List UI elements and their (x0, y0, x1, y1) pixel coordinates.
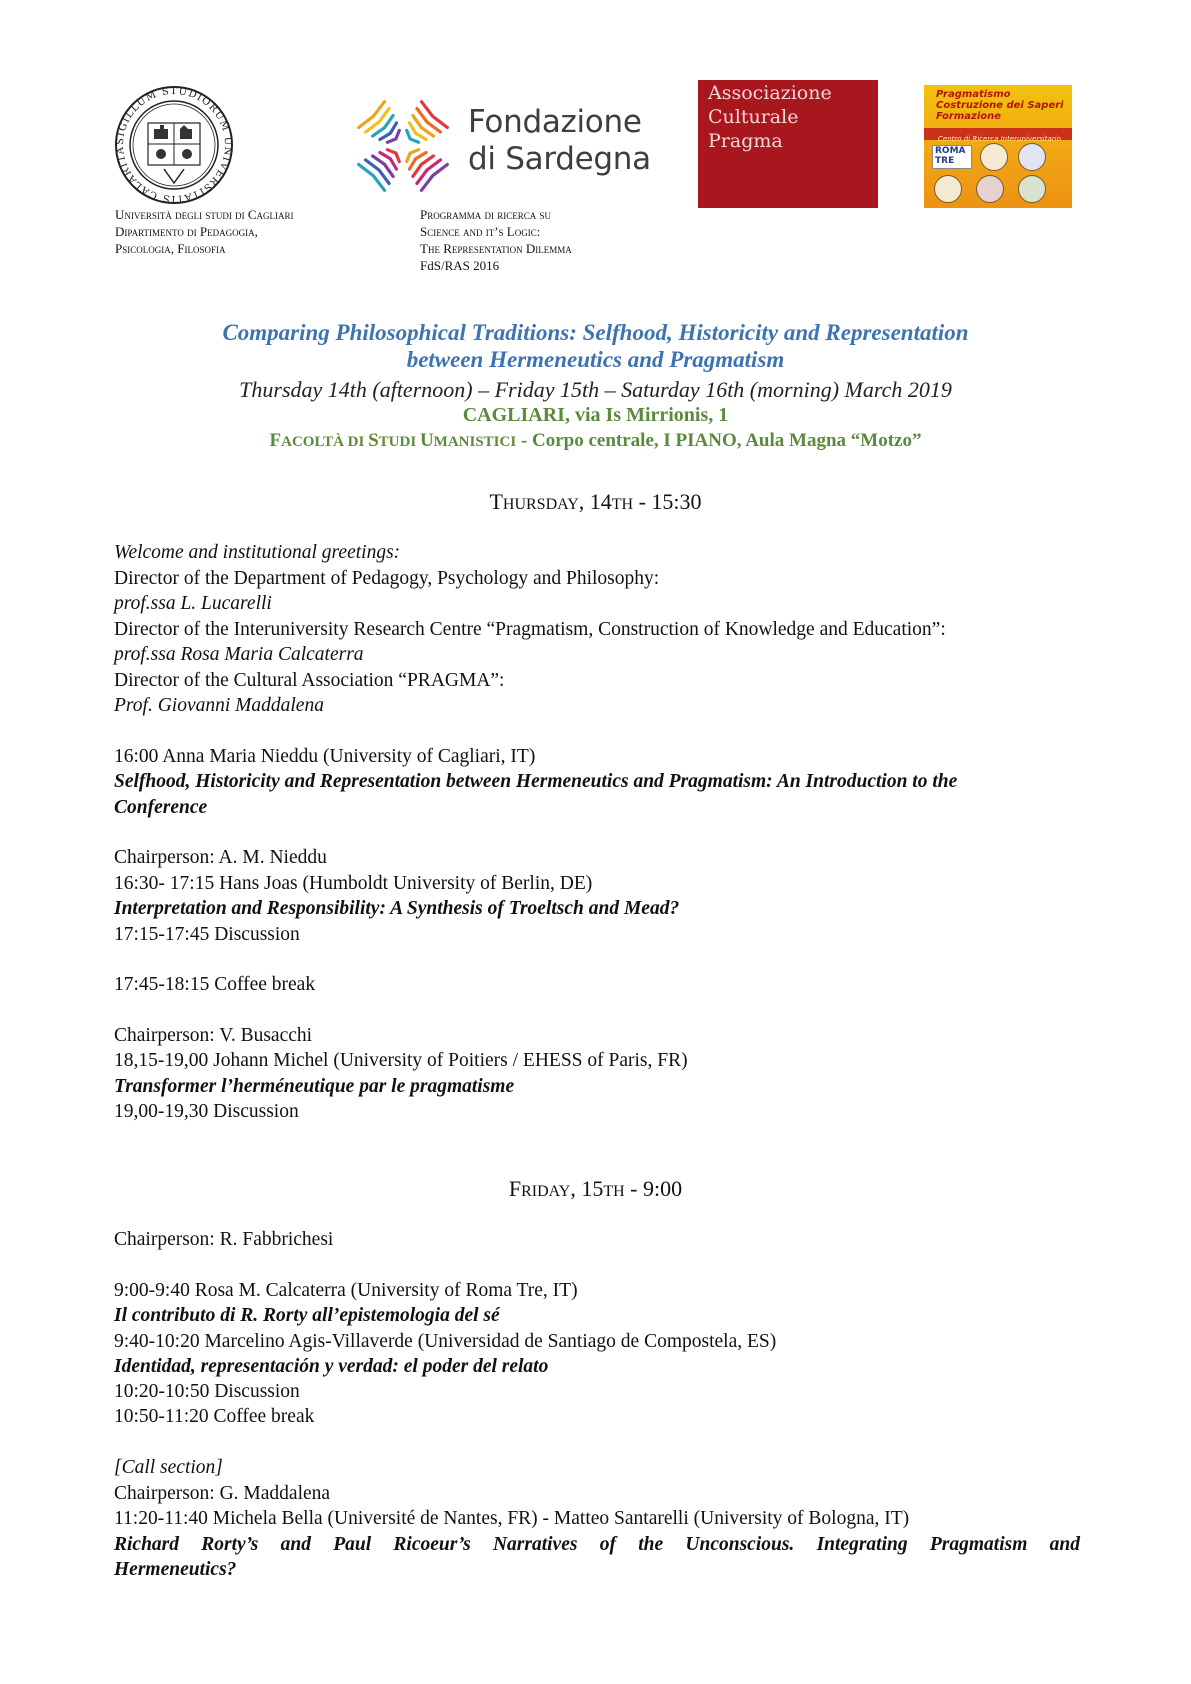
session-time: 18,15-19,00 Johann Michel (University of Poitiers / EHESS of Paris, FR) (114, 1050, 688, 1071)
day-num: , 15 (570, 1176, 604, 1201)
chevron-stroke (359, 165, 385, 191)
fondazione-line-2: di Sardegna (468, 141, 651, 177)
seal-ring-text: SIGILLUM STUDIORUM UNIVERSITATIS CALARITA (114, 85, 234, 205)
talk-title: Il contributo di R. Rorty all’epistemologia del sé (114, 1305, 500, 1326)
chevron-stroke (410, 153, 427, 170)
caption-line: Dipartimento di Pedagogia, (115, 224, 258, 239)
discussion: 10:20-10:50 Discussion (114, 1381, 300, 1402)
discussion: 17:15-17:45 Discussion (114, 924, 300, 945)
caption-line: Programma di ricerca su (420, 207, 551, 222)
talk-title: Selfhood, Historicity and Representation between Hermeneutics and Pragmatism: An Introduction to the (114, 771, 958, 792)
chevron-stroke (380, 123, 397, 140)
chairperson: Chairperson: G. Maddalena (114, 1483, 331, 1504)
day-cap: F (508, 1176, 522, 1201)
session-time: 9:40-10:20 Marcelino Agis-Villaverde (Universidad de Santiago de Compostela, ES) (114, 1331, 777, 1352)
talk-title: Richard Rorty’s and Paul Ricoeur’s Narratives of the Unconscious. Integrating Pragmatism and (114, 1534, 1080, 1555)
coffee-break: 10:50-11:20 Coffee break (114, 1406, 315, 1427)
university-seal-logo (114, 85, 234, 205)
chevron-stroke (380, 153, 397, 170)
call-section: [Call section] (114, 1457, 223, 1478)
university-mini-logo (1018, 143, 1046, 171)
university-mini-logo (980, 143, 1008, 171)
chairperson: Chairperson: R. Fabbrichesi (114, 1229, 334, 1250)
venue-cap: F (269, 430, 282, 451)
conference-dates: Thursday 14th (afternoon) – Friday 15th – Saturday 16th (morning) March 2019 (239, 377, 952, 402)
venue-rest: - Corpo centrale, I PIANO, Aula Magna “Motzo” (516, 430, 922, 451)
session-time: 9:00-9:40 Rosa M. Calcaterra (University of Roma Tre, IT) (114, 1280, 578, 1301)
associazione-pragma-logo (698, 80, 878, 208)
conference-place: CAGLIARI, via Is Mirrionis, 1 (462, 404, 729, 426)
chairperson: Chairperson: V. Busacchi (114, 1025, 313, 1046)
director-1-name: prof.ssa L. Lucarelli (114, 593, 272, 614)
friday-heading (0, 1176, 1191, 1204)
chevron-stroke (422, 165, 448, 191)
pragma-line-3: Pragma (708, 130, 783, 152)
welcome-line: Welcome and institutional greetings: (114, 542, 401, 563)
caption-line: The Representation Dilemma (420, 241, 572, 256)
chevron-stroke (359, 102, 385, 128)
conference-title-line-1: Comparing Philosophical Traditions: Selfhood, Historicity and Representation (222, 320, 969, 345)
fondazione-sardegna-logo-mark (345, 88, 461, 204)
venue-cap: S (368, 430, 379, 451)
roma-tre-logo: ROMA TRE (932, 145, 972, 169)
pragmatismo-band (924, 128, 1072, 143)
coffee-break: 17:45-18:15 Coffee break (114, 974, 316, 995)
director-3-name: Prof. Giovanni Maddalena (114, 695, 324, 716)
chevron-stroke (410, 123, 427, 140)
fondazione-sardegna-wordmark (468, 104, 651, 178)
director-1: Director of the Department of Pedagogy, Psychology and Philosophy: (114, 568, 660, 589)
venue-small: MANISTICI (433, 434, 517, 450)
conference-venue (0, 430, 1191, 453)
fondazione-line-1: Fondazione (468, 104, 642, 140)
conference-title-line-2: between Hermeneutics and Pragmatism (406, 347, 785, 372)
pragmatismo-line-1: Pragmatismo (936, 89, 1011, 100)
session-time: 16:00 Anna Maria Nieddu (University of Cagliari, IT) (114, 746, 536, 767)
pragmatismo-line-3: Formazione (936, 111, 1002, 122)
day-small: HURSDAY (502, 496, 579, 513)
pragmatismo-line-2: Costruzione dei Saperi (936, 100, 1064, 111)
thursday-heading (0, 489, 1191, 517)
programme-caption (420, 206, 572, 274)
director-2: Director of the Interuniversity Research Centre “Pragmatism, Construction of Knowledge and Education”: (114, 619, 946, 640)
university-caption (115, 206, 294, 257)
session-time: 16:30- 17:15 Hans Joas (Humboldt University of Berlin, DE) (114, 873, 593, 894)
day-num: , 14 (578, 489, 612, 514)
pragma-line-2: Culturale (708, 106, 799, 128)
pragmatismo-band-text: Centro di Ricerca Interuniversitario (938, 135, 1061, 143)
caption-line: Science and it’s Logic: (420, 224, 541, 239)
venue-small: TUDI (378, 434, 420, 450)
talk-title: Interpretation and Responsibility: A Synthesis of Troeltsch and Mead? (114, 898, 680, 919)
venue-cap: U (419, 430, 434, 451)
session-time: 11:20-11:40 Michela Bella (Université de Nantes, FR) - Matteo Santarelli (University of Bologna, IT) (114, 1508, 910, 1529)
talk-title: Identidad, representación y verdad: el poder del relato (114, 1356, 549, 1377)
university-mini-logo (934, 175, 962, 203)
director-2-name: prof.ssa Rosa Maria Calcaterra (114, 644, 364, 665)
venue-small: ACOLTÀ DI (281, 434, 369, 450)
talk-title: Hermeneutics? (114, 1559, 237, 1580)
day-time: - 9:00 (624, 1176, 683, 1201)
discussion: 19,00-19,30 Discussion (114, 1101, 299, 1122)
caption-line: Università degli studi di Cagliari (115, 207, 294, 222)
pragma-line-1: Associazione (708, 82, 832, 104)
caption-line: FdS/RAS 2016 (420, 258, 500, 273)
chevron-stroke (422, 102, 448, 128)
day-small: RIDAY (521, 1183, 571, 1200)
day-small: TH (603, 1183, 625, 1200)
university-mini-logo (976, 175, 1004, 203)
university-mini-logo (1018, 175, 1046, 203)
director-3: Director of the Cultural Association “PRAGMA”: (114, 670, 505, 691)
talk-title: Transformer l’herméneutique par le pragmatisme (114, 1076, 515, 1097)
caption-line: Psicologia, Filosofia (115, 241, 226, 256)
day-small: TH (611, 496, 634, 513)
talk-title: Conference (114, 797, 208, 818)
day-cap: T (489, 489, 503, 514)
day-time: - 15:30 (633, 489, 702, 514)
chairperson: Chairperson: A. M. Nieddu (114, 847, 327, 868)
pragmatismo-centre-logo (924, 85, 1072, 208)
